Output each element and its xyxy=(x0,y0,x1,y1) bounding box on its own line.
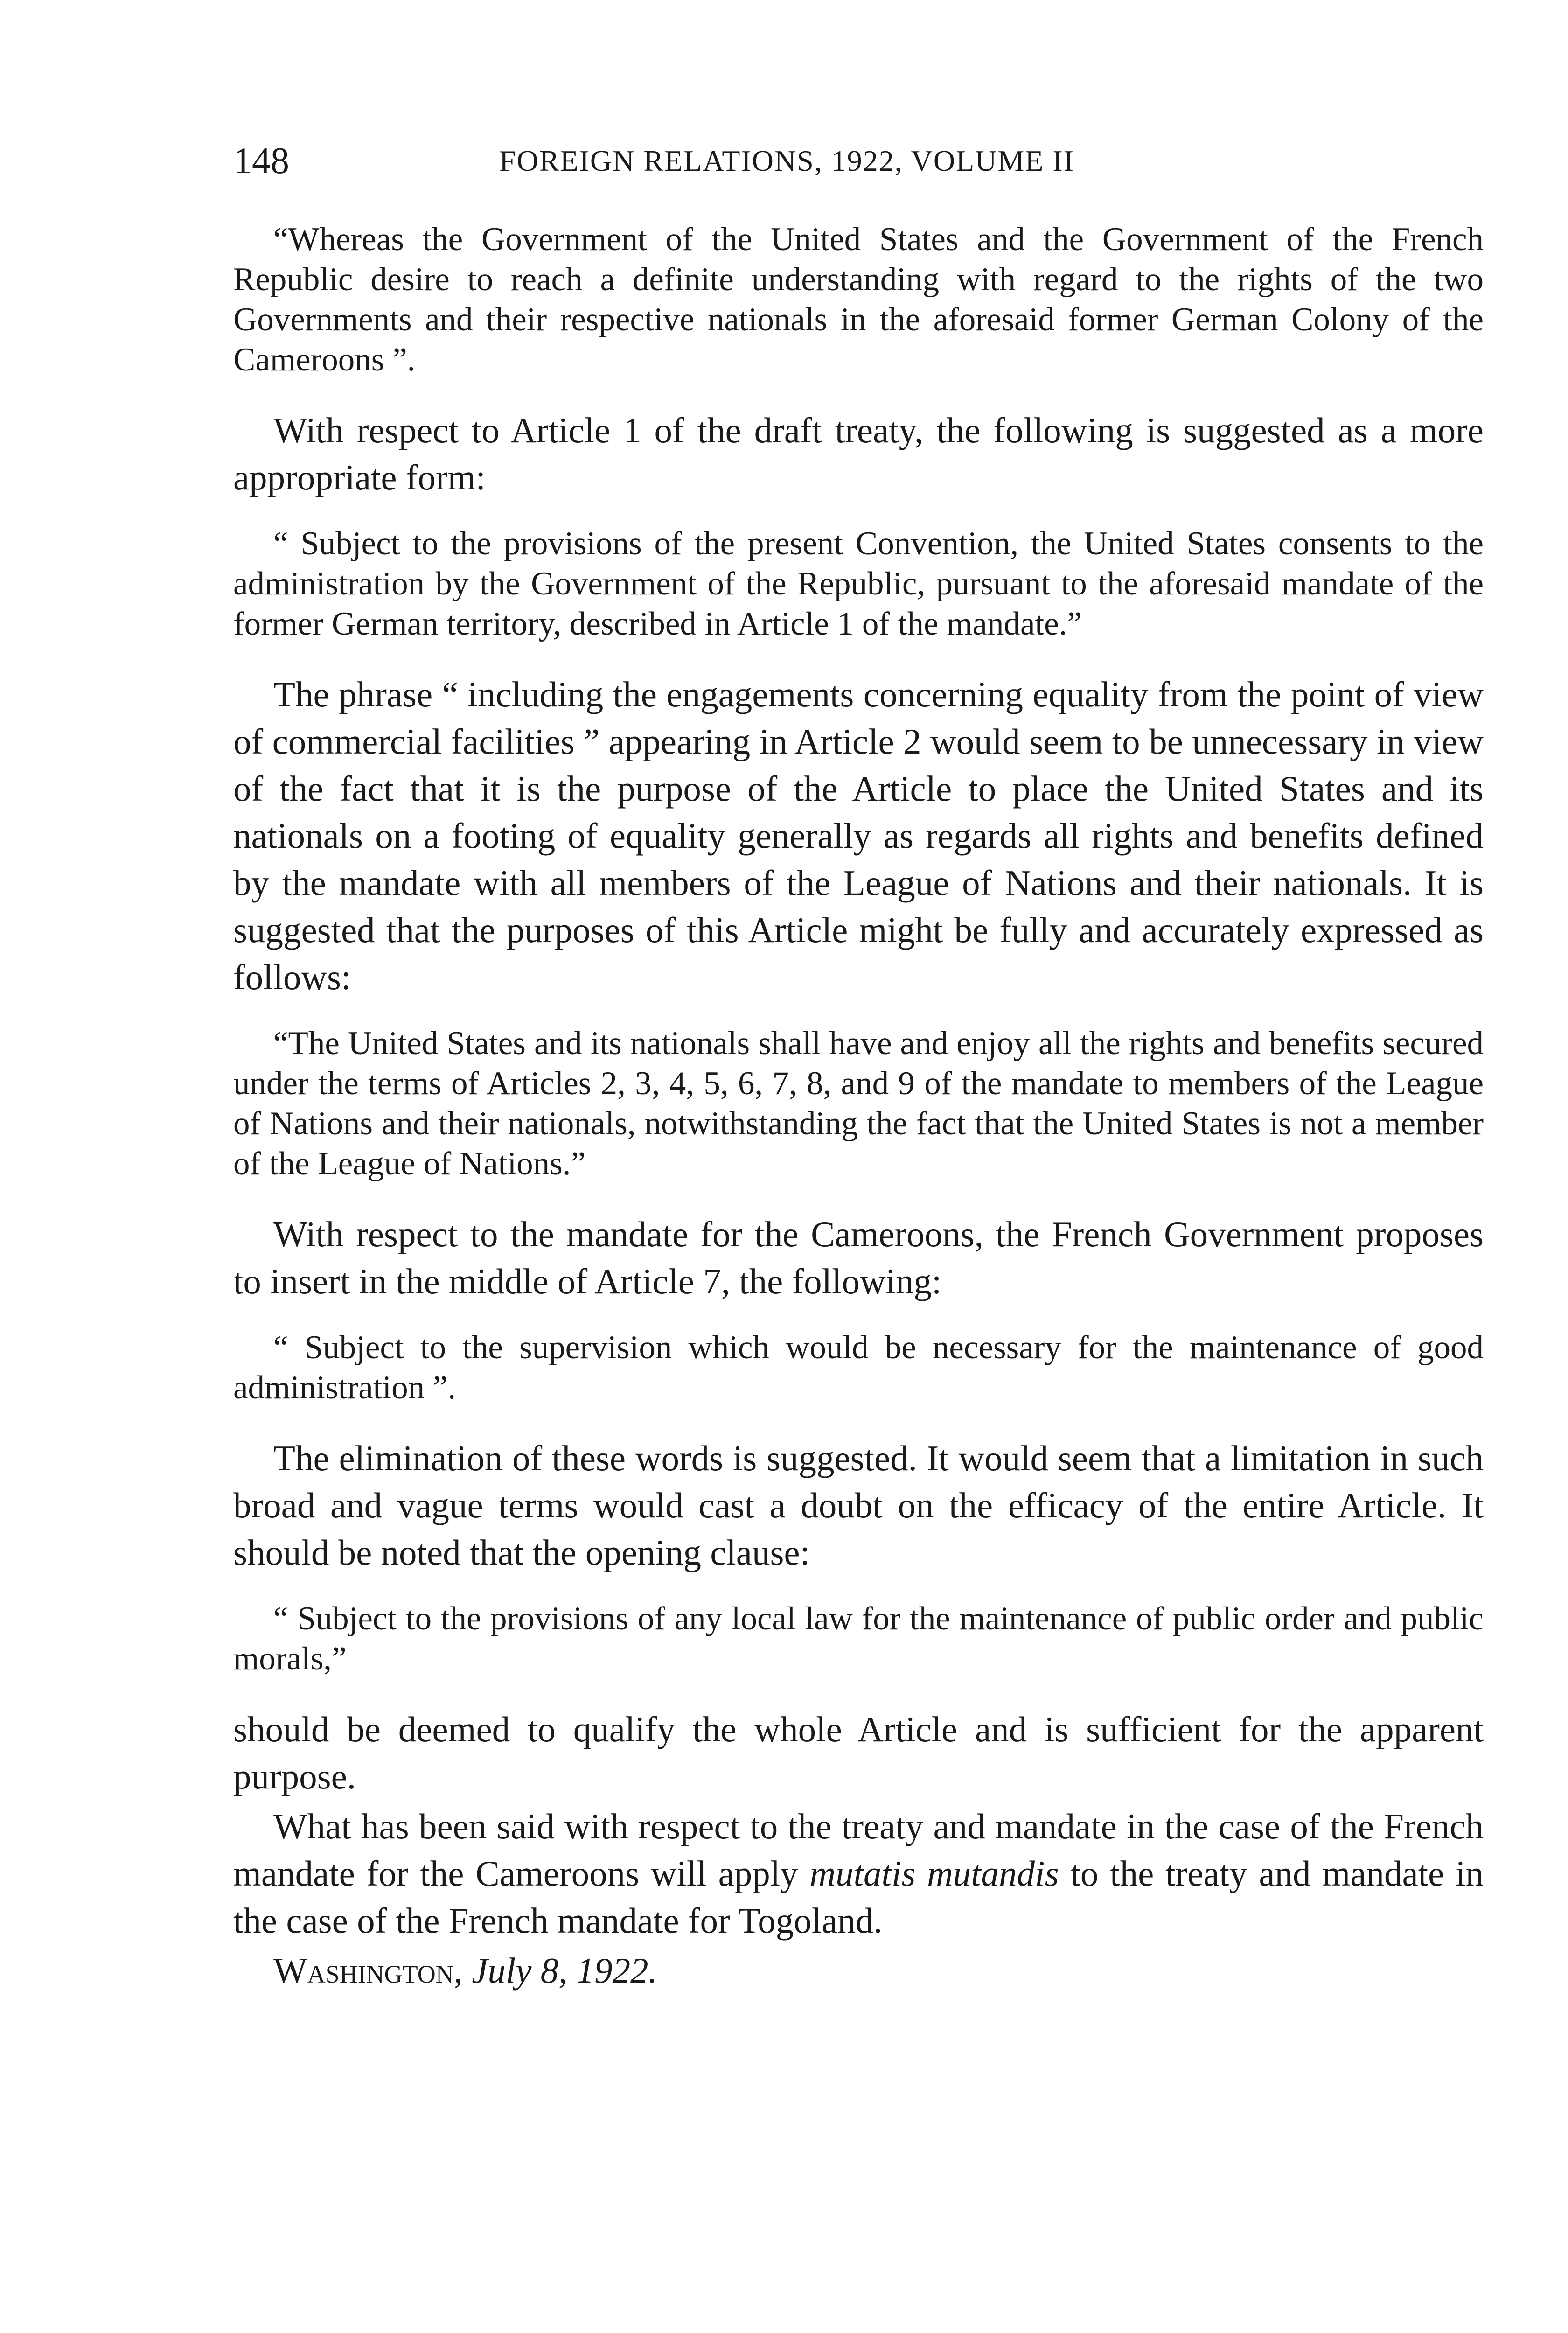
paragraph-article-2: The phrase “ including the engagements concerning equality from the point of view of commercial facilities ” appearing in Article 2 would seem to be unnecessary in view of the fact that it is the purpose of the Article to place the United States and its nationals on a footing of equality generally as regards all rights and benefits defined by the mandate with all members of the League of Nations and their nationals. It is suggested that the purposes of this Article might be fully and accurately expressed as follows: xyxy=(233,674,1484,997)
paragraph-article-1: With respect to Article 1 of the draft treaty, the following is suggested as a more appropriate form: xyxy=(233,410,1484,497)
togoland-text-end: to the treaty and mandate in the case of the French mandate for Togoland. xyxy=(233,1853,1484,1941)
quoted-supervision-clause: “ Subject to the supervision which would be necessary for the maintenance of good administration ”. xyxy=(233,1329,1484,1406)
quoted-preamble: “Whereas the Government of the United States and the Government of the French Republic desire to reach a definite understanding with regard to the rights of the two Governments and their respective nationals in the aforesaid former German Colony of the Cameroons ”. xyxy=(233,221,1484,378)
latin-phrase: mutatis mutandis xyxy=(809,1853,1059,1893)
quoted-article-1: “ Subject to the provisions of the present Convention, the United States consents to the administration by the Government of the Republic, pursuant to the aforesaid mandate of the former German territory, described in Article 1 of the mandate.” xyxy=(233,525,1484,642)
togoland-text-start: What has been said with respect to the treaty and mandate in the case of the French mandate for the Cameroons will apply xyxy=(233,1806,1484,1893)
dateline xyxy=(233,1947,1484,1994)
page-header xyxy=(233,140,1493,187)
quoted-article-2: “The United States and its nationals shall have and enjoy all the rights and benefits secured under the terms of Articles 2, 3, 4, 5, 6, 7, 8, and 9 of the mandate to members of the League of Nations and their nationals, notwithstanding the fact that the United States is not a member of the League of Nations.” xyxy=(233,1025,1484,1182)
page-number: 148 xyxy=(233,140,289,182)
dateline-date: July 8, 1922. xyxy=(472,1950,657,1991)
document-body xyxy=(233,219,1484,1994)
paragraph-continuation: should be deemed to qualify the whole Article and is sufficient for the apparent purpose. xyxy=(233,1709,1484,1796)
dateline-place: Washington, xyxy=(273,1950,463,1991)
paragraph-cameroons-mandate: With respect to the mandate for the Cameroons, the French Government proposes to insert in the middle of Article 7, the following: xyxy=(233,1214,1484,1301)
paragraph-togoland xyxy=(233,1803,1484,1944)
paragraph-elimination: The elimination of these words is suggested. It would seem that a limitation in such broad and vague terms would cast a doubt on the efficacy of the entire Article. It should be noted that the opening clause: xyxy=(233,1438,1484,1572)
running-head: FOREIGN RELATIONS, 1922, VOLUME II xyxy=(499,144,1074,177)
quoted-opening-clause: “ Subject to the provisions of any local law for the maintenance of public order and public morals,” xyxy=(233,1600,1484,1677)
